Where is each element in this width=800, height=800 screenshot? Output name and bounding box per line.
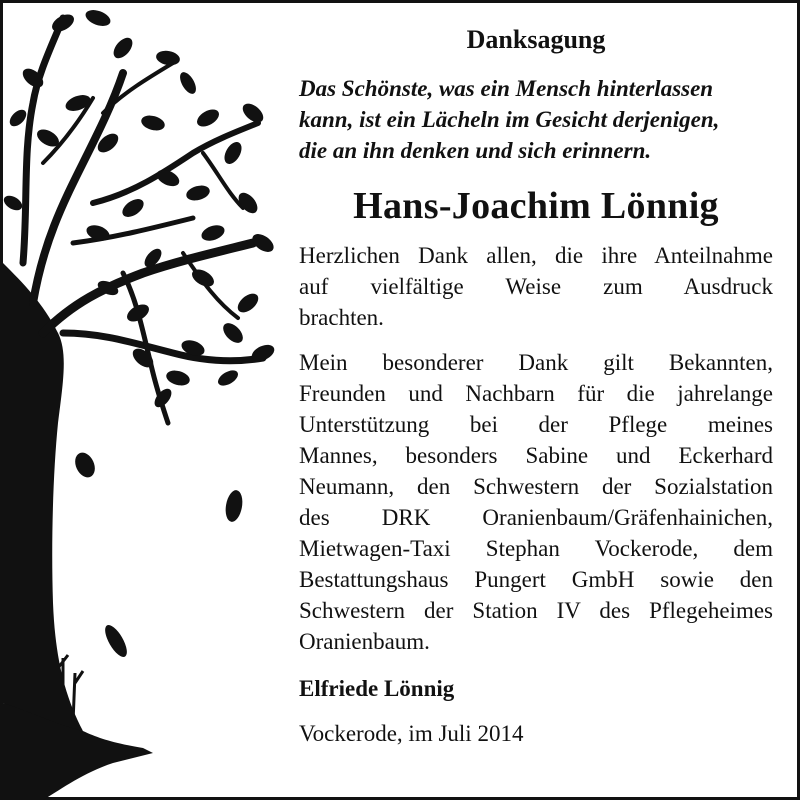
paragraph-line: Mannes, besonders Sabine und Eckerhard	[299, 443, 773, 468]
paragraph-line: Schwestern der Station IV des Pflegeheimes	[299, 598, 773, 623]
signer-name: Elfriede Lönnig	[299, 676, 455, 701]
paragraph-line: des DRK Oranienbaum/Gräfenhainichen,	[299, 505, 773, 530]
paragraph-line: Neumann, den Schwestern der Sozialstation	[299, 474, 773, 499]
quote-line: die an ihn denken und sich erinnern.	[299, 138, 652, 163]
thanks-paragraph	[299, 240, 773, 333]
paragraph-line: Mietwagen-Taxi Stephan Vockerode, dem	[299, 536, 773, 561]
quote-line: kann, ist ein Lächeln im Gesicht derjenigen,	[299, 107, 720, 132]
paragraph-line: Freunden und Nachbarn für die jahrelange	[299, 381, 773, 406]
special-thanks-paragraph	[299, 347, 773, 657]
paragraph-line: Oranienbaum.	[299, 629, 430, 654]
deceased-name: Hans-Joachim Lönnig	[353, 185, 719, 227]
tree-silhouette-icon	[3, 3, 293, 800]
paragraph-line: Herzlichen Dank allen, die ihre Anteilnahme	[299, 243, 773, 268]
paragraph-line: brachten.	[299, 305, 384, 330]
paragraph-line: auf vielfältige Weise zum Ausdruck	[299, 274, 773, 299]
paragraph-line: Bestattungshaus Pungert GmbH sowie den	[299, 567, 773, 592]
notice-title: Danksagung	[466, 25, 606, 54]
memorial-quote	[299, 73, 773, 166]
quote-line: Das Schönste, was ein Mensch hinterlassen	[299, 76, 714, 101]
notice-text	[299, 25, 773, 749]
place-date: Vockerode, im Juli 2014	[299, 721, 524, 746]
paragraph-line: Mein besonderer Dank gilt Bekannten,	[299, 350, 773, 375]
paragraph-line: Unterstützung bei der Pflege meines	[299, 412, 773, 437]
